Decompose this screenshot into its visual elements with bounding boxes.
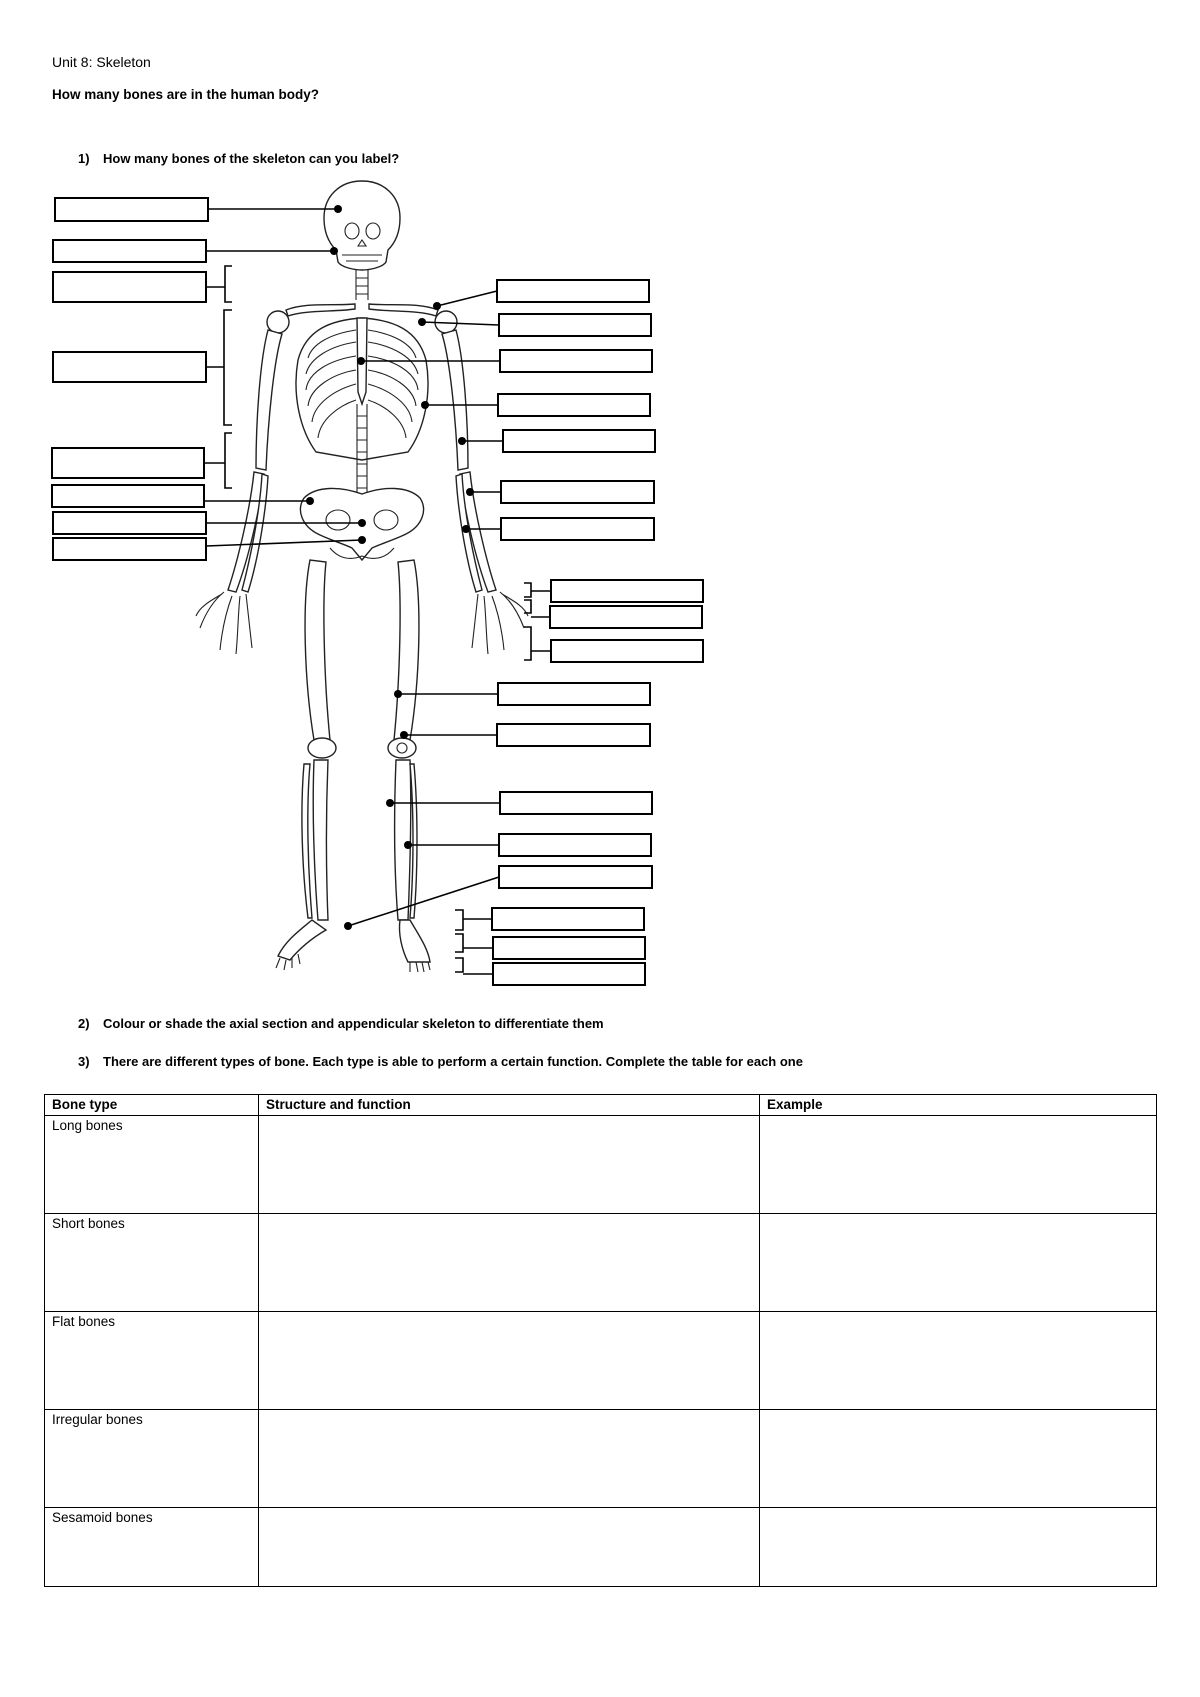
label-box[interactable]: [52, 448, 204, 478]
label-box[interactable]: [53, 512, 206, 534]
label-box[interactable]: [500, 350, 652, 372]
bone-type-cell: Irregular bones: [45, 1410, 259, 1508]
label-box[interactable]: [501, 518, 654, 540]
label-box[interactable]: [492, 908, 644, 930]
structure-function-cell[interactable]: [259, 1410, 760, 1508]
label-box[interactable]: [55, 198, 208, 221]
bone-types-table: [44, 1094, 1157, 1587]
example-cell[interactable]: [760, 1312, 1157, 1410]
structure-function-cell[interactable]: [259, 1508, 760, 1587]
bone-type-cell: Sesamoid bones: [45, 1508, 259, 1587]
label-box[interactable]: [499, 314, 651, 336]
label-box[interactable]: [500, 792, 652, 814]
question-2-number: 2): [78, 1016, 90, 1031]
label-box[interactable]: [498, 394, 650, 416]
label-box[interactable]: [501, 481, 654, 503]
label-boxes: [52, 198, 703, 985]
table-row: [45, 1214, 1157, 1312]
label-box[interactable]: [53, 272, 206, 302]
question-1-number: 1): [78, 151, 90, 166]
bone-type-cell: Long bones: [45, 1116, 259, 1214]
example-cell[interactable]: [760, 1410, 1157, 1508]
question-2-text: Colour or shade the axial section and appendicular skeleton to differentiate them: [103, 1016, 604, 1031]
question-1-text: How many bones of the skeleton can you label?: [103, 151, 400, 166]
label-box[interactable]: [498, 683, 650, 705]
label-box[interactable]: [499, 866, 652, 888]
label-box[interactable]: [499, 834, 651, 856]
label-box[interactable]: [53, 538, 206, 560]
table-row: [45, 1410, 1157, 1508]
skeleton-figure: [196, 181, 528, 972]
structure-function-cell[interactable]: [259, 1312, 760, 1410]
unit-title: Unit 8: Skeleton: [52, 54, 151, 70]
structure-function-cell[interactable]: [259, 1214, 760, 1312]
header-structure-function: Structure and function: [259, 1095, 760, 1116]
label-box[interactable]: [551, 640, 703, 662]
structure-function-cell[interactable]: [259, 1116, 760, 1214]
label-box[interactable]: [53, 240, 206, 262]
bone-type-cell: Flat bones: [45, 1312, 259, 1410]
table-row: [45, 1508, 1157, 1587]
example-cell[interactable]: [760, 1214, 1157, 1312]
intro-question: How many bones are in the human body?: [52, 87, 320, 102]
label-box[interactable]: [53, 352, 206, 382]
question-3-number: 3): [78, 1054, 90, 1069]
label-box[interactable]: [493, 937, 645, 959]
label-box[interactable]: [497, 724, 650, 746]
label-box[interactable]: [52, 485, 204, 507]
example-cell[interactable]: [760, 1116, 1157, 1214]
label-box[interactable]: [551, 580, 703, 602]
label-box[interactable]: [497, 280, 649, 302]
label-box[interactable]: [493, 963, 645, 985]
example-cell[interactable]: [760, 1508, 1157, 1587]
label-box[interactable]: [550, 606, 702, 628]
table-row: [45, 1312, 1157, 1410]
label-box[interactable]: [503, 430, 655, 452]
header-example: Example: [760, 1095, 1157, 1116]
bone-type-cell: Short bones: [45, 1214, 259, 1312]
question-3-text: There are different types of bone. Each type is able to perform a certain function. Complete the table for each one: [103, 1054, 803, 1069]
table-header-row: [45, 1095, 1157, 1116]
table-row: [45, 1116, 1157, 1214]
header-bone-type: Bone type: [45, 1095, 259, 1116]
